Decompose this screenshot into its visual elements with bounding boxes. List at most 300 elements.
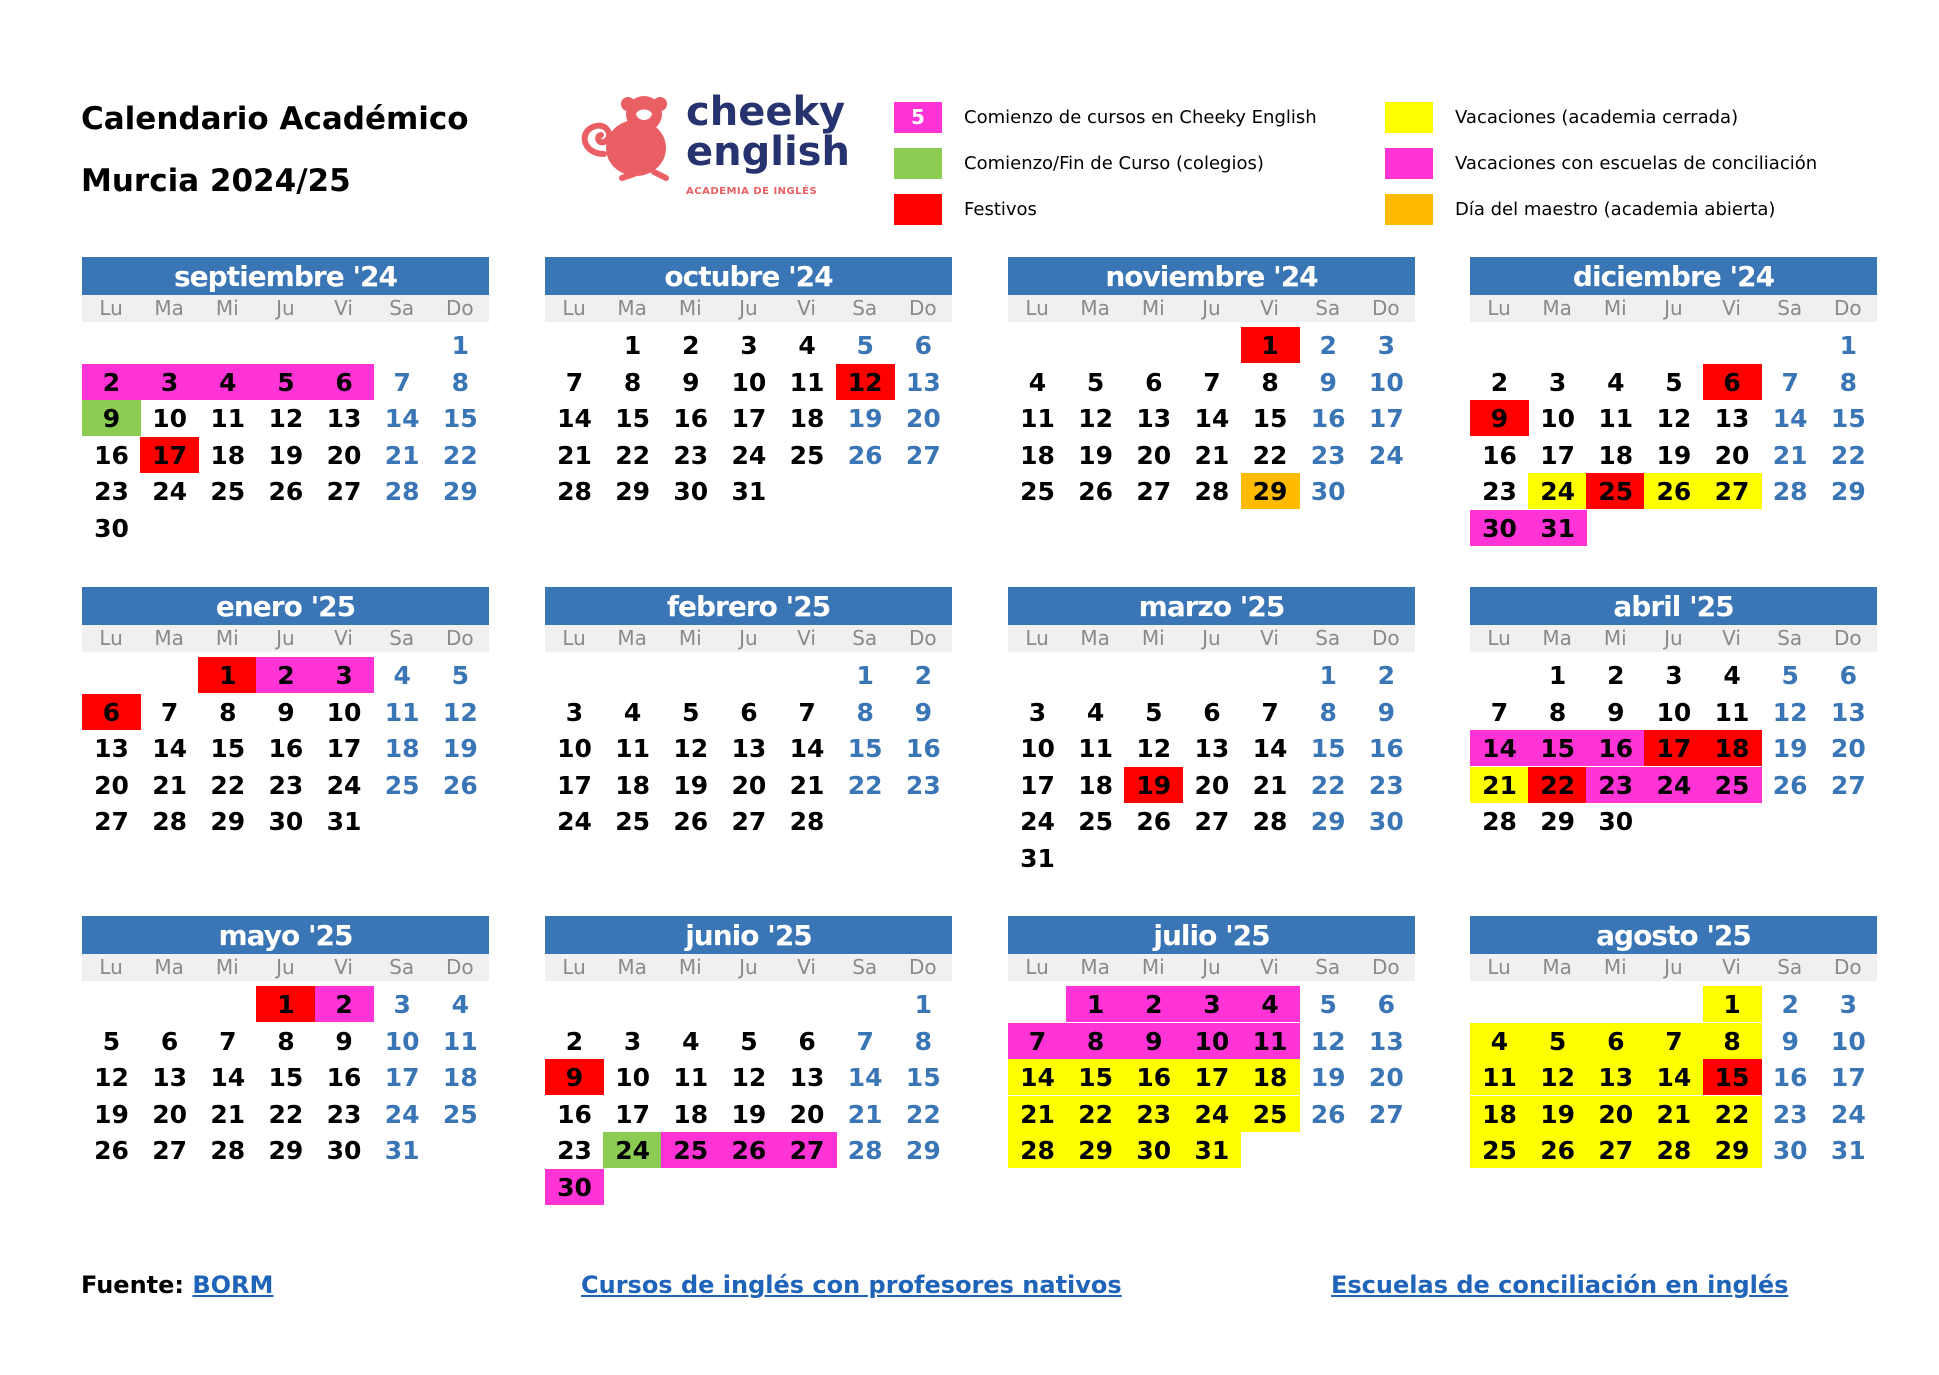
day-cell: 6 [160,1026,179,1056]
day-cell: 3 [1548,367,1567,397]
day-grid [545,322,952,538]
day-cell: 19 [847,404,883,434]
day-cell: 14 [1194,404,1230,434]
day-cell: 18 [1078,770,1114,800]
day-cell: 8 [1261,367,1279,397]
day-cell: 17 [1830,1063,1866,1093]
day-cell: 19 [731,1099,767,1129]
day-cell: 5 [256,364,315,400]
day-cell: 23 [1482,477,1517,507]
day-cell: 11 [1241,1023,1300,1059]
day-cell: 27 [1136,477,1172,507]
day-cell: 8 [1319,697,1337,727]
legend-swatch-teacher-day [1385,194,1433,225]
month-title: octubre '24 [545,257,952,295]
weekday-label: Lu [1025,626,1049,650]
weekday-label: Lu [1025,955,1049,979]
month-calendar [1470,587,1877,868]
day-cell: 20 [1368,1063,1404,1093]
weekday-label: Ma [1080,626,1110,650]
day-cell: 5 [1665,367,1683,397]
day-cell: 23 [1368,770,1404,800]
legend-item-teacher-day [1385,192,1775,226]
day-cell: 28 [847,1136,883,1166]
day-cell: 15 [847,734,883,764]
day-cell: 14 [384,404,420,434]
day-cell: 25 [789,440,825,470]
day-cell: 12 [268,404,304,434]
day-cell: 15 [210,734,246,764]
weekday-label: Do [908,626,937,650]
weekday-label: Mi [678,955,702,979]
day-cell: 5 [1086,367,1105,397]
weekday-label: Do [1371,296,1400,320]
weekday-header [1008,625,1415,652]
weekday-label: Ma [617,955,647,979]
day-cell: 23 [557,1136,592,1166]
day-grid [1470,652,1877,868]
day-cell: 2 [1124,986,1183,1022]
day-cell: 5 [1528,1023,1587,1059]
weekday-header [1470,625,1877,652]
day-cell: 3 [1665,661,1683,690]
weekday-label: Lu [1487,955,1511,979]
day-cell: 26 [1078,477,1114,507]
weekday-label: Mi [215,626,239,650]
day-cell: 20 [152,1099,188,1129]
day-cell: 15 [1830,404,1866,434]
day-cell: 10 [1020,734,1055,764]
day-grid [82,981,489,1197]
day-cell: 20 [94,770,129,800]
day-cell: 4 [451,990,470,1019]
day-cell: 30 [1310,477,1346,507]
day-cell: 9 [1319,367,1337,397]
cheeky-english-logo[interactable] [574,89,850,204]
day-cell: 13 [789,1063,825,1093]
day-cell: 9 [1377,697,1396,727]
footer-source [81,1271,273,1299]
day-cell: 14 [152,734,188,764]
day-cell: 29 [905,1136,941,1166]
weekday-label: Lu [1487,296,1511,320]
weekday-label: Mi [1141,955,1165,979]
day-cell: 25 [615,807,651,837]
day-cell: 5 [1145,697,1163,727]
day-cell: 20 [1194,770,1230,800]
day-cell: 12 [1772,697,1808,727]
day-cell: 16 [1586,730,1645,766]
day-cell: 7 [160,697,179,727]
day-cell: 17 [326,734,362,764]
day-cell: 4 [798,331,816,360]
day-cell: 7 [1644,1023,1703,1059]
day-cell: 26 [442,770,478,800]
day-cell: 22 [1066,1096,1125,1132]
day-cell: 8 [451,367,470,397]
weekday-label: Sa [389,626,415,650]
day-cell: 28 [789,807,825,837]
month-calendar [545,257,952,538]
day-cell: 16 [268,734,304,764]
weekday-label: Ju [1664,626,1683,650]
month-calendar [545,916,952,1202]
month-calendar [1470,916,1877,1197]
day-cell: 9 [914,697,933,727]
weekday-label: Mi [1603,955,1627,979]
weekday-label: Vi [797,626,816,650]
day-cell: 7 [393,367,411,397]
weekday-header [82,625,489,652]
day-cell: 3 [565,697,584,727]
weekday-label: Vi [1260,955,1279,979]
legend-swatch-course-start: 5 [894,102,942,133]
day-cell: 11 [442,1026,478,1056]
day-cell: 17 [1644,730,1703,766]
legend-label: Comienzo/Fin de Curso (colegios) [964,152,1264,174]
day-cell: 17 [1182,1059,1241,1095]
day-cell: 17 [731,404,767,434]
day-cell: 8 [219,697,237,727]
weekday-header [82,954,489,981]
day-cell: 29 [1703,1132,1762,1168]
day-cell: 14 [1772,404,1808,434]
weekday-label: Vi [1722,955,1741,979]
day-cell: 30 [545,1169,604,1205]
month-title: febrero '25 [545,587,952,625]
title-line-2: Murcia 2024/25 [81,163,351,199]
day-cell: 19 [1772,734,1808,764]
day-cell: 27 [731,807,767,837]
day-cell: 20 [326,440,362,470]
conciliation-schools-link[interactable]: Escuelas de conciliación en inglés [1331,1271,1789,1299]
day-cell: 26 [1644,473,1703,509]
day-cell: 27 [94,807,129,837]
weekday-label: Ma [1542,955,1572,979]
day-cell: 28 [1252,807,1288,837]
day-cell: 27 [1368,1099,1404,1129]
day-cell: 2 [1490,367,1509,397]
day-cell: 13 [94,734,129,764]
day-cell: 4 [1723,661,1741,690]
footer-link-courses-wrap [581,1271,1122,1299]
day-cell: 3 [393,990,411,1019]
logo-text-cheeky: cheeky [686,89,846,135]
day-cell: 5 [1781,661,1799,690]
day-grid [1008,981,1415,1197]
day-cell: 12 [1078,404,1114,434]
day-cell: 2 [1377,661,1396,690]
day-grid [545,652,952,868]
day-cell: 13 [152,1063,188,1093]
weekday-label: Ma [1542,626,1572,650]
day-cell: 1 [623,331,642,360]
day-cell: 15 [1252,404,1288,434]
day-cell: 17 [384,1063,420,1093]
weekday-header [1470,295,1877,322]
day-cell: 1 [1066,986,1125,1022]
day-cell: 16 [1310,404,1346,434]
day-cell: 25 [1241,1096,1300,1132]
day-cell: 21 [1194,440,1230,470]
day-cell: 7 [565,367,584,397]
day-cell: 13 [1586,1059,1645,1095]
day-cell: 31 [326,807,362,837]
day-cell: 16 [673,404,709,434]
day-cell: 1 [1839,331,1858,360]
day-grid [1470,981,1877,1197]
day-cell: 15 [268,1063,304,1093]
legend-swatch-vacation-conciliation [1385,148,1433,179]
day-cell: 16 [557,1099,592,1129]
day-cell: 2 [565,1026,584,1056]
day-cell: 3 [1377,331,1396,360]
legend-label: Vacaciones con escuelas de conciliación [1455,152,1818,174]
day-cell: 23 [1586,767,1645,803]
day-cell: 18 [442,1063,478,1093]
day-cell: 29 [1066,1132,1125,1168]
weekday-label: Ma [617,296,647,320]
day-cell: 28 [152,807,188,837]
weekday-label: Ju [276,955,295,979]
day-cell: 10 [1656,697,1692,727]
day-cell: 31 [1020,844,1055,873]
weekday-label: Ju [1202,955,1221,979]
day-cell: 22 [1252,440,1288,470]
day-cell: 7 [798,697,816,727]
month-title: septiembre '24 [82,257,489,295]
day-cell: 26 [1136,807,1172,837]
day-cell: 26 [268,477,304,507]
legend-swatch-vacation-closed [1385,102,1433,133]
day-cell: 19 [1656,440,1692,470]
day-cell: 29 [1540,807,1576,837]
day-cell: 1 [451,331,470,360]
day-cell: 5 [682,697,700,727]
day-cell: 28 [1008,1132,1067,1168]
day-cell: 1 [198,657,257,693]
day-cell: 3 [1028,697,1047,727]
day-cell: 28 [1194,477,1230,507]
day-cell: 7 [856,1026,874,1056]
weekday-label: Vi [797,955,816,979]
day-cell: 25 [210,477,246,507]
weekday-label: Vi [1722,296,1741,320]
day-cell: 25 [384,770,420,800]
logo-text-english: english [686,129,850,175]
day-cell: 15 [442,404,478,434]
day-cell: 10 [152,404,188,434]
day-cell: 19 [1310,1063,1346,1093]
day-cell: 23 [1124,1096,1183,1132]
legend-item-course-start [894,100,1317,134]
day-cell: 25 [661,1132,720,1168]
day-cell: 4 [1028,367,1047,397]
weekday-label: Vi [1260,626,1279,650]
legend-swatch-school-start-end [894,148,942,179]
weekday-label: Sa [1315,626,1341,650]
day-cell: 20 [905,404,941,434]
day-cell: 29 [1830,477,1866,507]
month-calendar [82,257,489,543]
borm-link[interactable]: BORM [192,1271,274,1299]
day-cell: 22 [905,1099,941,1129]
day-cell: 18 [1020,440,1055,470]
day-cell: 22 [1703,1096,1762,1132]
day-cell: 7 [219,1026,237,1056]
day-cell: 9 [1470,400,1529,436]
weekday-label: Sa [389,955,415,979]
day-cell: 27 [1830,770,1866,800]
legend-label: Día del maestro (academia abierta) [1455,198,1776,220]
day-cell: 15 [615,404,651,434]
day-cell: 2 [256,657,315,693]
day-cell: 11 [1020,404,1055,434]
day-cell: 29 [442,477,478,507]
month-title: mayo '25 [82,916,489,954]
weekday-label: Ma [154,955,184,979]
weekday-label: Sa [852,296,878,320]
day-cell: 28 [557,477,592,507]
weekday-label: Sa [1315,296,1341,320]
day-cell: 14 [1470,730,1529,766]
day-cell: 11 [1598,404,1634,434]
weekday-label: Do [1371,955,1400,979]
day-cell: 24 [603,1132,662,1168]
day-cell: 9 [1607,697,1625,727]
day-cell: 20 [1586,1096,1645,1132]
day-cell: 18 [615,770,651,800]
day-cell: 20 [1714,440,1750,470]
day-cell: 13 [731,734,767,764]
day-cell: 19 [1078,440,1114,470]
day-cell: 19 [673,770,709,800]
day-cell: 25 [1703,767,1762,803]
weekday-header [1470,954,1877,981]
day-cell: 30 [673,477,709,507]
courses-link[interactable]: Cursos de inglés con profesores nativos [581,1271,1122,1299]
legend-item-holidays [894,192,1037,226]
day-cell: 31 [731,477,767,507]
month-title: abril '25 [1470,587,1877,625]
day-cell: 30 [1124,1132,1183,1168]
day-cell: 2 [315,986,374,1022]
weekday-label: Mi [678,626,702,650]
day-cell: 20 [789,1099,825,1129]
day-cell: 15 [905,1063,941,1093]
weekday-label: Mi [678,296,702,320]
day-grid [1008,652,1415,873]
day-cell: 5 [1319,990,1337,1019]
day-cell: 4 [1470,1023,1529,1059]
weekday-label: Sa [1777,626,1803,650]
day-cell: 17 [1540,440,1576,470]
weekday-label: Ma [154,296,184,320]
day-cell: 22 [1830,440,1866,470]
weekday-label: Vi [1260,296,1279,320]
day-cell: 25 [442,1099,478,1129]
day-cell: 29 [1310,807,1346,837]
day-cell: 11 [384,697,420,727]
day-cell: 2 [1607,661,1625,690]
day-cell: 1 [1319,661,1337,690]
day-cell: 21 [1008,1096,1067,1132]
day-cell: 6 [1586,1023,1645,1059]
day-cell: 3 [1839,990,1858,1019]
day-cell: 21 [1644,1096,1703,1132]
monkey-logo-icon [574,92,684,182]
weekday-label: Sa [1777,955,1803,979]
day-cell: 10 [1830,1026,1866,1056]
day-cell: 19 [1528,1096,1587,1132]
weekday-label: Mi [1141,626,1165,650]
weekday-label: Lu [99,626,123,650]
day-cell: 24 [731,440,767,470]
day-cell: 9 [682,367,700,397]
day-cell: 15 [1528,730,1587,766]
weekday-label: Ma [617,626,647,650]
weekday-label: Ma [1080,955,1110,979]
weekday-header [1008,295,1415,322]
day-cell: 12 [836,364,895,400]
day-cell: 21 [1252,770,1288,800]
day-cell: 10 [1540,404,1576,434]
weekday-label: Mi [215,296,239,320]
weekday-label: Lu [562,626,586,650]
weekday-label: Do [1833,626,1862,650]
day-cell: 31 [1182,1132,1241,1168]
weekday-label: Vi [1722,626,1741,650]
day-cell: 27 [1194,807,1230,837]
weekday-label: Ju [1202,296,1221,320]
day-cell: 4 [682,1026,700,1056]
weekday-label: Vi [797,296,816,320]
day-cell: 14 [789,734,825,764]
title-line-1: Calendario Académico [81,101,469,137]
day-cell: 23 [326,1099,362,1129]
day-cell: 24 [557,807,592,837]
day-cell: 23 [905,770,941,800]
day-cell: 24 [326,770,362,800]
day-cell: 13 [326,404,362,434]
weekday-label: Ma [154,626,184,650]
day-cell: 26 [1528,1132,1587,1168]
day-cell: 22 [1528,767,1587,803]
legend-item-vacation-conciliation [1385,146,1817,180]
legend-label: Festivos [964,198,1037,220]
day-cell: 6 [1145,367,1163,397]
day-cell: 18 [1703,730,1762,766]
day-cell: 12 [442,697,478,727]
day-grid [82,652,489,868]
month-title: noviembre '24 [1008,257,1415,295]
day-cell: 10 [1368,367,1404,397]
month-calendar [1008,257,1415,538]
day-cell: 22 [847,770,883,800]
day-cell: 24 [1020,807,1055,837]
day-cell: 22 [268,1099,304,1129]
day-cell: 10 [384,1026,420,1056]
day-cell: 2 [682,331,700,360]
day-cell: 13 [1830,697,1866,727]
day-cell: 31 [1830,1136,1866,1166]
day-cell: 2 [82,364,141,400]
weekday-label: Ju [1664,296,1683,320]
day-cell: 8 [1548,697,1567,727]
day-cell: 21 [152,770,188,800]
day-cell: 29 [210,807,246,837]
day-cell: 11 [210,404,246,434]
